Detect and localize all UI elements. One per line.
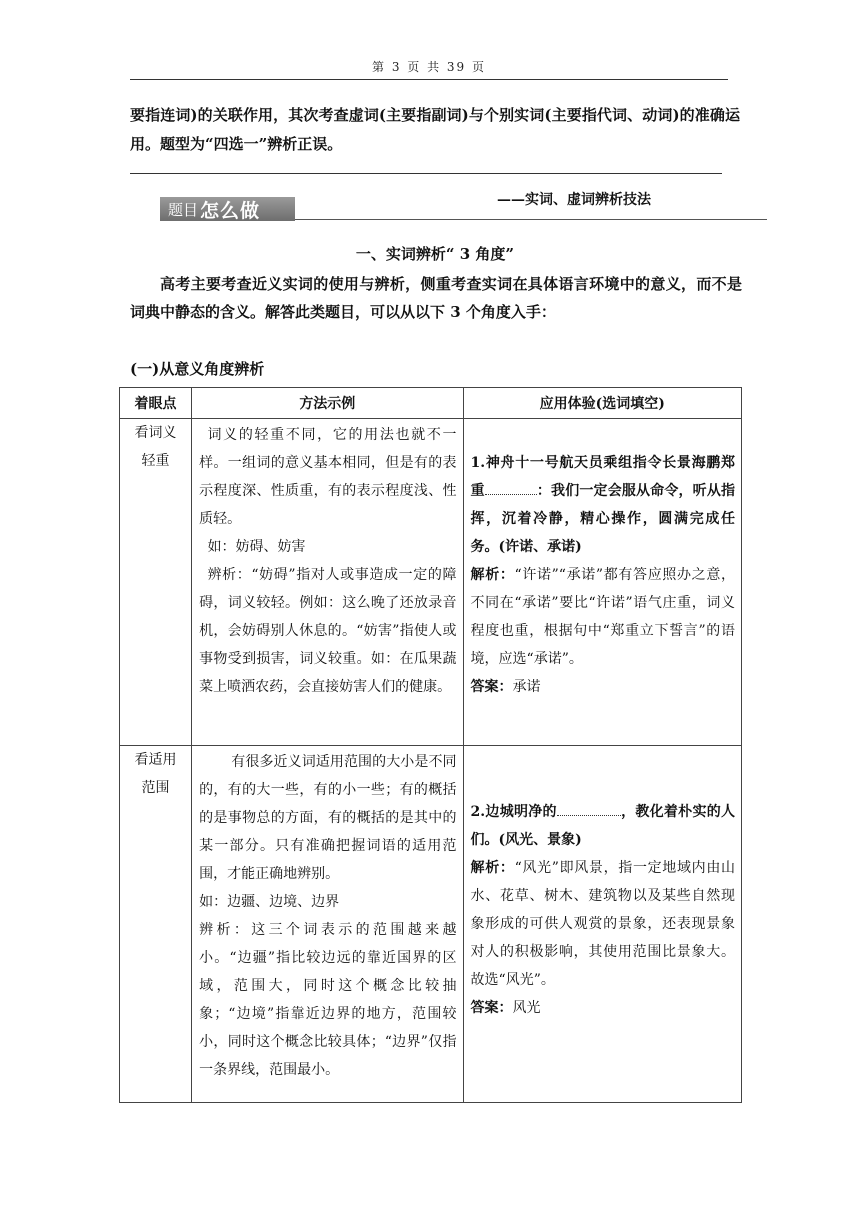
practice-cell xyxy=(463,419,741,746)
analysis-label: 解析： xyxy=(470,860,515,876)
method-analysis: 辨析：“妨碍”指对人或事造成一定的障碍，词义较轻。例如：这么晚了还放录音机，会妨碍别人休息的。“妨害”指使人或事物受到损害，词义较重。如：在瓜果蔬菜上喷洒农药，会直接妨害人们的健康。 xyxy=(199,567,457,695)
method-analysis: 辨析：这三个词表示的范围越来越小。“边疆”指比较边远的靠近国界的区域，范围大，同时这个概念比较抽象；“边境”指靠近边界的地方，范围较小，同时这个概念比较具体；“边界”仅指一条界线，范围最小。 xyxy=(199,922,457,1078)
answer-blank xyxy=(485,494,537,495)
table-row xyxy=(120,746,742,1103)
intro-paragraph: 要指连词)的关联作用，其次考查虚词(主要指副词)与个别实词(主要指代词、动词)的准确运用。题型为“四选一”辨析正误。 xyxy=(130,106,740,153)
row-label-line: 看适用 xyxy=(134,752,177,768)
question-text-after: ：我们一定会服从命令，听从指挥，沉着冷静，精心操作，圆满完成任务。(许诺、承诺) xyxy=(470,483,736,555)
method-example: 如：妨碍、妨害 xyxy=(207,539,306,555)
table-row xyxy=(120,419,742,746)
banner-label-part1: 题目 xyxy=(168,200,199,219)
practice-answer xyxy=(471,994,735,1022)
practice-analysis xyxy=(471,854,735,994)
banner-subtitle: ——实词、虚词辨析技法 xyxy=(497,192,651,208)
row-label-line: 轻重 xyxy=(141,453,170,469)
question-text-before: 1.神舟十一号航天员乘组指令长景海鹏郑重 xyxy=(470,455,735,499)
row-label xyxy=(120,419,192,746)
practice-cell xyxy=(463,746,741,1103)
section-banner xyxy=(160,197,295,221)
method-example: 如：边疆、边境、边界 xyxy=(199,894,340,910)
separator-rule xyxy=(130,173,722,174)
header-rule xyxy=(130,79,728,80)
section-heading: 一、实词辨析“ 3 角度” xyxy=(355,245,515,263)
table-header-row xyxy=(120,388,742,419)
row-label-line: 范围 xyxy=(141,780,170,796)
section-paragraph: 高考主要考查近义实词的使用与辨析，侧重考查实词在具体语言环境中的意义，而不是词典中静态的含义。解答此类题目，可以从以下 3 个角度入手： xyxy=(130,275,742,321)
table-header-cell: 应用体验(选词填空) xyxy=(463,388,741,419)
subsection-heading: (一)从意义角度辨析 xyxy=(130,360,265,378)
answer-text: 承诺 xyxy=(512,679,541,695)
practice-analysis xyxy=(471,561,735,673)
method-text: 有很多近义词适用范围的大小是不同的，有的大一些，有的小一些；有的概括的是事物总的方面，有的概括的是其中的某一部分。只有准确把握词语的适用范围，才能正确地辨别。 xyxy=(199,754,457,882)
method-text: 词义的轻重不同，它的用法也就不一样。一组词的意义基本相同，但是有的表示程度深、性质重，有的表示程度浅、性质轻。 xyxy=(199,427,457,527)
practice-question xyxy=(471,798,735,854)
question-text-before: 2.边城明净的 xyxy=(470,804,557,820)
analysis-table xyxy=(119,387,742,1103)
analysis-text: “许诺”“承诺”都有答应照办之意，不同在“承诺”要比“许诺”语气庄重，词义程度也重，根据句中“郑重立下誓言”的语境，应选“承诺”。 xyxy=(470,567,736,667)
answer-label: 答案： xyxy=(470,1000,513,1016)
question-text-after: ，教化着朴实的人们。(风光、景象) xyxy=(470,804,735,848)
banner-rule xyxy=(295,219,767,220)
answer-blank xyxy=(557,815,621,816)
method-cell xyxy=(192,746,463,1103)
practice-answer xyxy=(471,673,735,701)
banner-label-part2: 怎么做 xyxy=(200,199,261,222)
answer-label: 答案： xyxy=(470,679,513,695)
row-label xyxy=(120,746,192,1103)
answer-text: 风光 xyxy=(512,1000,541,1016)
method-cell xyxy=(192,419,463,746)
table-header-cell: 方法示例 xyxy=(192,388,463,419)
practice-question xyxy=(471,449,735,561)
table-header-cell: 着眼点 xyxy=(120,388,192,419)
analysis-label: 解析： xyxy=(470,567,515,583)
analysis-text: “风光”即风景，指一定地域内由山水、花草、树木、建筑物以及某些自然现象形成的可供人观赏的景象，还表现景象对人的积极影响，其使用范围比景象大。故选“风光”。 xyxy=(470,860,735,988)
row-label-line: 看词义 xyxy=(134,425,177,441)
page-number-header: 第 3 页 共 39 页 xyxy=(372,60,486,74)
